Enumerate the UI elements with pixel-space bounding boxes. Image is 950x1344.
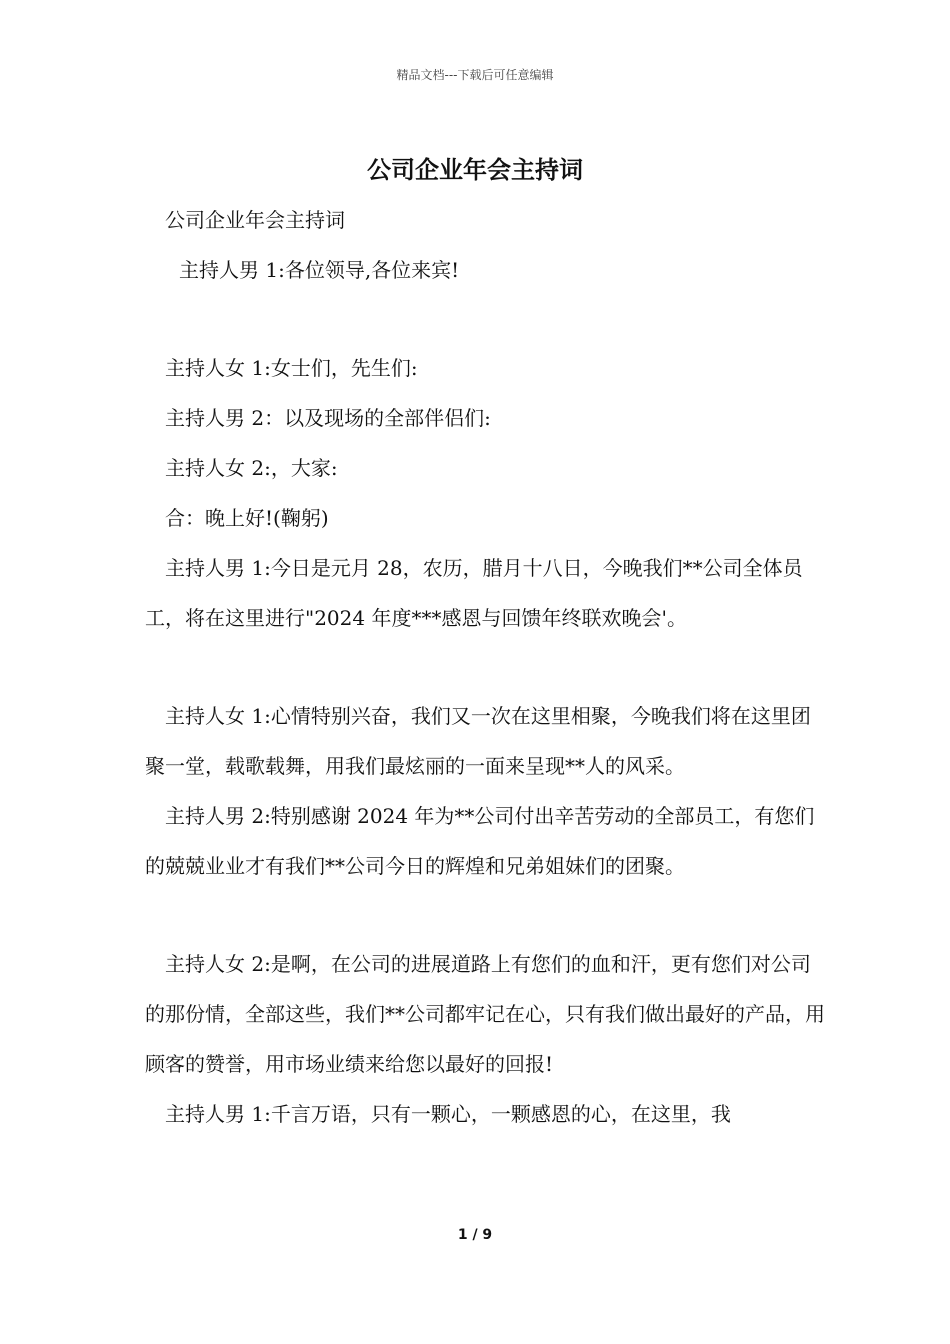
page-number: 1 / 9: [457, 1227, 493, 1243]
paragraph: 主持人女 2:，大家:: [165, 456, 338, 480]
paragraph: 主持人女 2:是啊，在公司的进展道路上有您们的血和汗，更有您们对公司的那份情，全部这些，我们**公司都牢记在心，只有我们做出最好的产品，用顾客的赞誉，用市场业绩来给您以最好的回报!: [145, 952, 825, 1076]
paragraph: 主持人男 1:今日是元月 28，农历，腊月十八日，今晚我们**公司全体员工，将在这里进行"2024 年度***感恩与回馈年终联欢晚会'。: [145, 556, 803, 630]
paragraph: 主持人男 1:千言万语，只有一颗心，一颗感恩的心，在这里，我: [165, 1102, 731, 1126]
document-body: [145, 195, 825, 1139]
paragraph: 合：晚上好!(鞠躬): [165, 506, 329, 530]
paragraph: 主持人女 1:心情特别兴奋，我们又一次在这里相聚，今晚我们将在这里团聚一堂，载歌载舞，用我们最炫丽的一面来呈现**人的风采。: [145, 704, 811, 778]
paragraph: 主持人男 1:各位领导,各位来宾!: [179, 258, 460, 282]
page-header: 精品文档---下载后可任意编辑: [396, 68, 554, 82]
paragraph: 主持人女 1:女士们，先生们:: [165, 356, 418, 380]
paragraph: 主持人男 2：以及现场的全部伴侣们:: [165, 406, 491, 430]
document-title: 公司企业年会主持词: [367, 155, 583, 184]
paragraph: 主持人男 2:特别感谢 2024 年为**公司付出辛苦劳动的全部员工，有您们的兢兢业业才有我们**公司今日的辉煌和兄弟姐妹们的团聚。: [145, 804, 815, 878]
paragraph: 公司企业年会主持词: [165, 208, 345, 232]
